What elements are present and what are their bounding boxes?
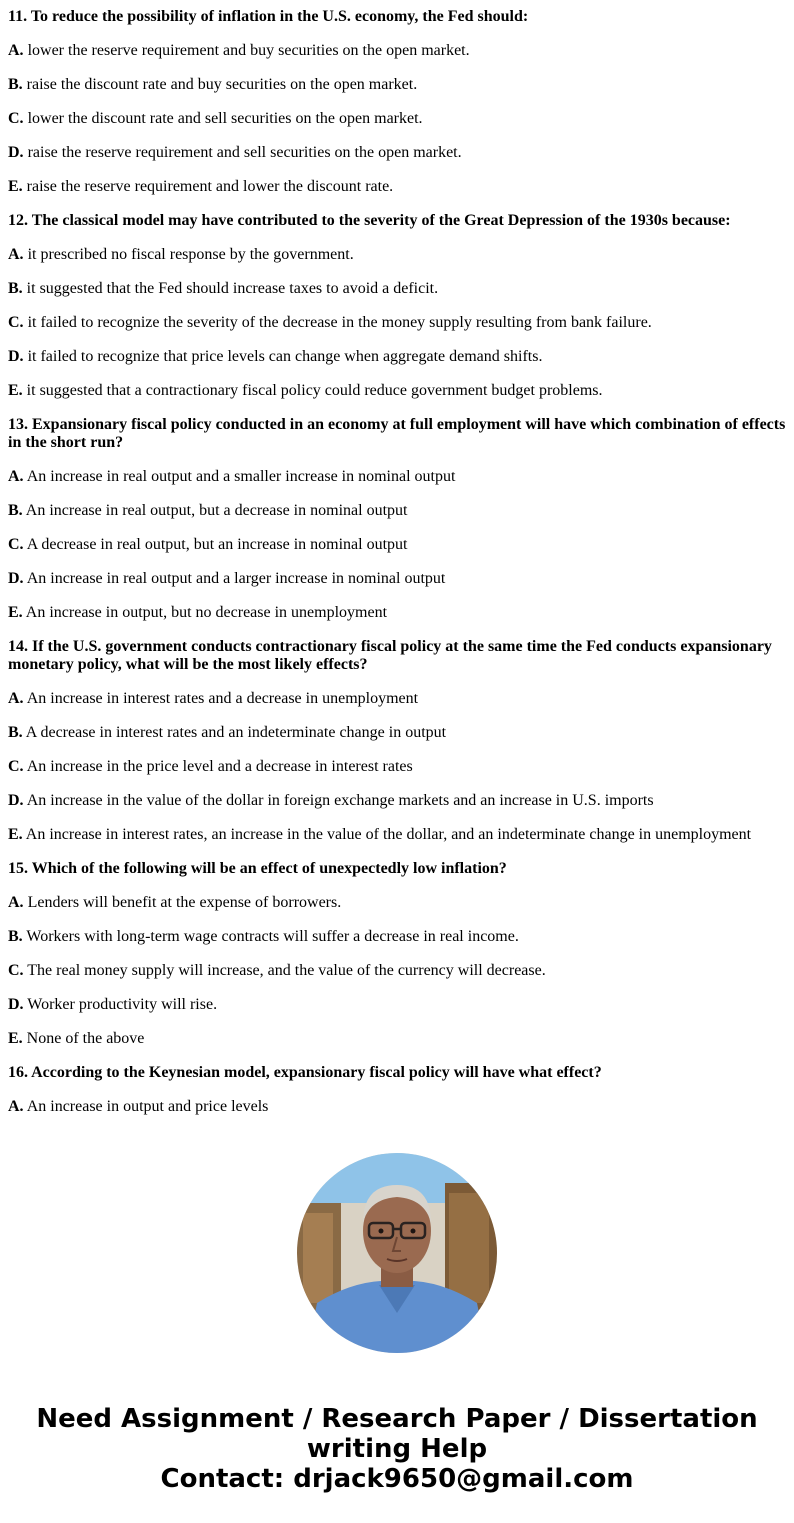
answer-option xyxy=(8,962,786,980)
answer-option xyxy=(8,1030,786,1048)
option-text: Lenders will benefit at the expense of borrowers. xyxy=(27,894,342,911)
option-text: raise the discount rate and buy securities on the open market. xyxy=(26,76,418,93)
option-letter: B. xyxy=(8,280,23,297)
answer-option xyxy=(8,570,786,588)
option-text: Worker productivity will rise. xyxy=(27,996,218,1013)
answer-option xyxy=(8,792,786,810)
option-text: lower the discount rate and sell securities on the open market. xyxy=(27,110,423,127)
answer-option xyxy=(8,42,786,60)
answer-option xyxy=(8,468,786,486)
answer-option xyxy=(8,724,786,742)
question-stem: 13. Expansionary fiscal policy conducted in an economy at full employment will have which combination of effects in the short run? xyxy=(8,416,786,451)
option-text: An increase in interest rates and a decrease in unemployment xyxy=(26,690,419,707)
answer-option xyxy=(8,178,786,196)
answer-option xyxy=(8,348,786,366)
question-stem: 15. Which of the following will be an effect of unexpectedly low inflation? xyxy=(8,860,507,877)
question-stem: 14. If the U.S. government conducts contractionary fiscal policy at the same time the Fed conducts expansionary monetary policy, what will be the most likely effects? xyxy=(8,638,772,673)
option-text: raise the reserve requirement and sell securities on the open market. xyxy=(27,144,462,161)
option-letter: C. xyxy=(8,314,24,331)
answer-option xyxy=(8,280,786,298)
answer-option xyxy=(8,110,786,128)
answer-option xyxy=(8,690,786,708)
author-avatar xyxy=(297,1153,497,1353)
option-letter: D. xyxy=(8,996,24,1013)
option-text: A decrease in real output, but an increase in nominal output xyxy=(26,536,408,553)
option-text: An increase in interest rates, an increase in the value of the dollar, and an indeterminate change in unemployment xyxy=(25,826,752,843)
answer-option xyxy=(8,604,786,622)
answer-option xyxy=(8,76,786,94)
option-letter: C. xyxy=(8,962,24,979)
option-letter: C. xyxy=(8,110,24,127)
option-letter: D. xyxy=(8,144,24,161)
answer-option xyxy=(8,826,786,844)
question-stem: 16. According to the Keynesian model, expansionary fiscal policy will have what effect? xyxy=(8,1064,602,1081)
question-stem: 11. To reduce the possibility of inflation in the U.S. economy, the Fed should: xyxy=(8,8,529,25)
option-text: A decrease in interest rates and an indeterminate change in output xyxy=(25,724,447,741)
option-text: Workers with long-term wage contracts will suffer a decrease in real income. xyxy=(26,928,519,945)
option-letter: C. xyxy=(8,758,24,775)
option-letter: A. xyxy=(8,894,24,911)
option-text: An increase in the price level and a decrease in interest rates xyxy=(26,758,413,775)
answer-option xyxy=(8,996,786,1014)
option-letter: B. xyxy=(8,724,23,741)
author-photo xyxy=(297,1153,497,1353)
option-text: raise the reserve requirement and lower the discount rate. xyxy=(26,178,394,195)
option-text: The real money supply will increase, and the value of the currency will decrease. xyxy=(27,962,546,979)
option-letter: B. xyxy=(8,928,23,945)
answer-option xyxy=(8,502,786,520)
option-text: An increase in real output and a larger increase in nominal output xyxy=(26,570,446,587)
answer-option xyxy=(8,1098,786,1116)
option-letter: A. xyxy=(8,42,24,59)
option-letter: A. xyxy=(8,468,24,485)
answer-option xyxy=(8,246,786,264)
option-letter: E. xyxy=(8,382,23,399)
option-letter: A. xyxy=(8,690,24,707)
option-letter: D. xyxy=(8,570,24,587)
option-text: An increase in output and price levels xyxy=(26,1098,269,1115)
answer-option xyxy=(8,928,786,946)
option-letter: A. xyxy=(8,246,24,263)
question-stem: 12. The classical model may have contributed to the severity of the Great Depression of the 1930s because: xyxy=(8,212,731,229)
answer-option xyxy=(8,894,786,912)
option-letter: A. xyxy=(8,1098,24,1115)
option-text: it prescribed no fiscal response by the government. xyxy=(27,246,354,263)
option-letter: E. xyxy=(8,826,23,843)
option-letter: D. xyxy=(8,348,24,365)
answer-option xyxy=(8,144,786,162)
option-text: An increase in output, but no decrease in unemployment xyxy=(25,604,388,621)
option-text: An increase in real output, but a decrease in nominal output xyxy=(25,502,408,519)
cta-line-2: writing Help xyxy=(306,1434,488,1464)
option-text: it failed to recognize that price levels can change when aggregate demand shifts. xyxy=(27,348,543,365)
option-text: An increase in the value of the dollar in foreign exchange markets and an increase in U.S. imports xyxy=(26,792,654,809)
option-text: it suggested that the Fed should increase taxes to avoid a deficit. xyxy=(26,280,439,297)
option-letter: C. xyxy=(8,536,24,553)
answer-option xyxy=(8,382,786,400)
option-text: it failed to recognize the severity of the decrease in the money supply resulting from bank failure. xyxy=(27,314,652,331)
option-text: An increase in real output and a smaller increase in nominal output xyxy=(26,468,456,485)
option-letter: E. xyxy=(8,1030,23,1047)
option-text: lower the reserve requirement and buy securities on the open market. xyxy=(27,42,470,59)
option-letter: B. xyxy=(8,76,23,93)
option-letter: E. xyxy=(8,604,23,621)
option-text: it suggested that a contractionary fiscal policy could reduce government budget problems. xyxy=(26,382,603,399)
answer-option xyxy=(8,314,786,332)
option-letter: B. xyxy=(8,502,23,519)
option-letter: E. xyxy=(8,178,23,195)
answer-option xyxy=(8,758,786,776)
cta-line-1: Need Assignment / Research Paper / Dissertation xyxy=(36,1404,758,1434)
option-text: None of the above xyxy=(26,1030,145,1047)
answer-option xyxy=(8,536,786,554)
cta-contact-email: Contact: drjack9650@gmail.com xyxy=(160,1464,634,1494)
contact-banner xyxy=(0,1404,794,1494)
option-letter: D. xyxy=(8,792,24,809)
